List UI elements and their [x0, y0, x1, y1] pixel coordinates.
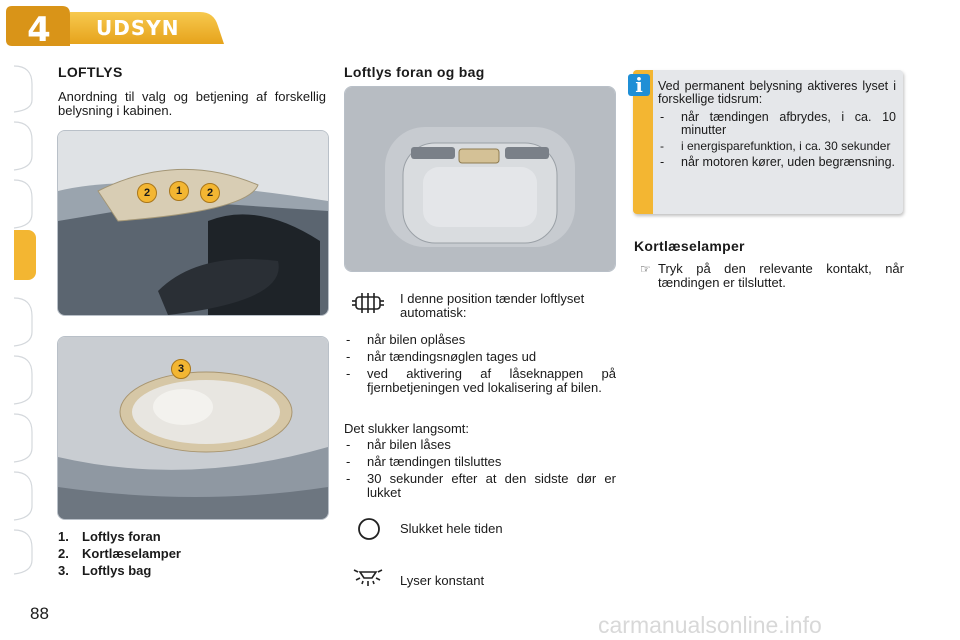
on-conditions-list	[344, 333, 616, 398]
list-item: - i energisparefunktion, i ca. 30 sekunder	[658, 140, 896, 153]
list-item: - når tændingsnøglen tages ud	[344, 350, 616, 364]
info-icon: i	[628, 74, 650, 96]
list-item: - 30 sekunder efter at den sidste dør er lukket	[344, 472, 616, 500]
always-off-icon	[356, 516, 382, 542]
photo-front-console	[57, 130, 329, 316]
always-on-text: Lyser konstant	[400, 573, 485, 588]
always-off-text: Slukket hele tiden	[400, 521, 503, 536]
chapter-title: UDSYN	[96, 16, 180, 40]
finger-pointer-icon: ☞	[640, 262, 651, 276]
photo-rear-light	[57, 336, 329, 520]
reading-lamps-text: Tryk på den relevante kontakt, når tændingen er tilsluttet.	[658, 261, 904, 290]
info-intro: Ved permanent belysning aktiveres lyset i forskellige tidsrum:	[658, 79, 896, 106]
section-title-loftlys: LOFTLYS	[58, 64, 123, 80]
marker-2-left: 2	[137, 183, 157, 203]
list-item: - når tændingen tilsluttes	[344, 455, 616, 469]
chapter-number: 4	[27, 10, 51, 50]
marker-3: 3	[171, 359, 191, 379]
watermark: carmanualsonline.info	[598, 612, 822, 638]
info-list	[658, 111, 896, 169]
section-title-reading-lamps: Kortlæselamper	[634, 238, 745, 254]
list-item: - når motoren kører, uden begrænsning.	[658, 156, 896, 169]
marker-2-right: 2	[200, 183, 220, 203]
off-conditions-list	[344, 438, 616, 503]
legend-list	[58, 528, 318, 579]
door-position-icon	[350, 289, 386, 317]
tab-chapter-4[interactable]	[14, 230, 36, 280]
off-intro: Det slukker langsomt:	[344, 421, 469, 436]
tab-outline	[10, 60, 38, 580]
list-item: - når bilen låses	[344, 438, 616, 452]
legend-item: 1. Loftlys foran	[58, 529, 161, 544]
marker-1: 1	[169, 181, 189, 201]
legend-item: 3. Loftlys bag	[58, 563, 152, 578]
info-content	[658, 80, 896, 172]
list-item: - når tændingen afbrydes, i ca. 10 minutter	[658, 111, 896, 137]
door-position-text: I denne position tænder loftlyset automatisk:	[400, 291, 585, 320]
list-item: - ved aktivering af låseknappen på fjernbetjeningen ved lokalisering af bilen.	[344, 367, 616, 395]
photo-front-ceiling-light	[344, 86, 616, 272]
loftlys-intro: Anordning til valg og betjening af forskellig belysning i kabinen.	[58, 89, 326, 118]
always-on-icon	[350, 566, 386, 592]
page-number: 88	[30, 604, 49, 623]
legend-item: 2. Kortlæselamper	[58, 546, 181, 561]
section-title-front-rear: Loftlys foran og bag	[344, 64, 485, 80]
list-item: - når bilen oplåses	[344, 333, 616, 347]
